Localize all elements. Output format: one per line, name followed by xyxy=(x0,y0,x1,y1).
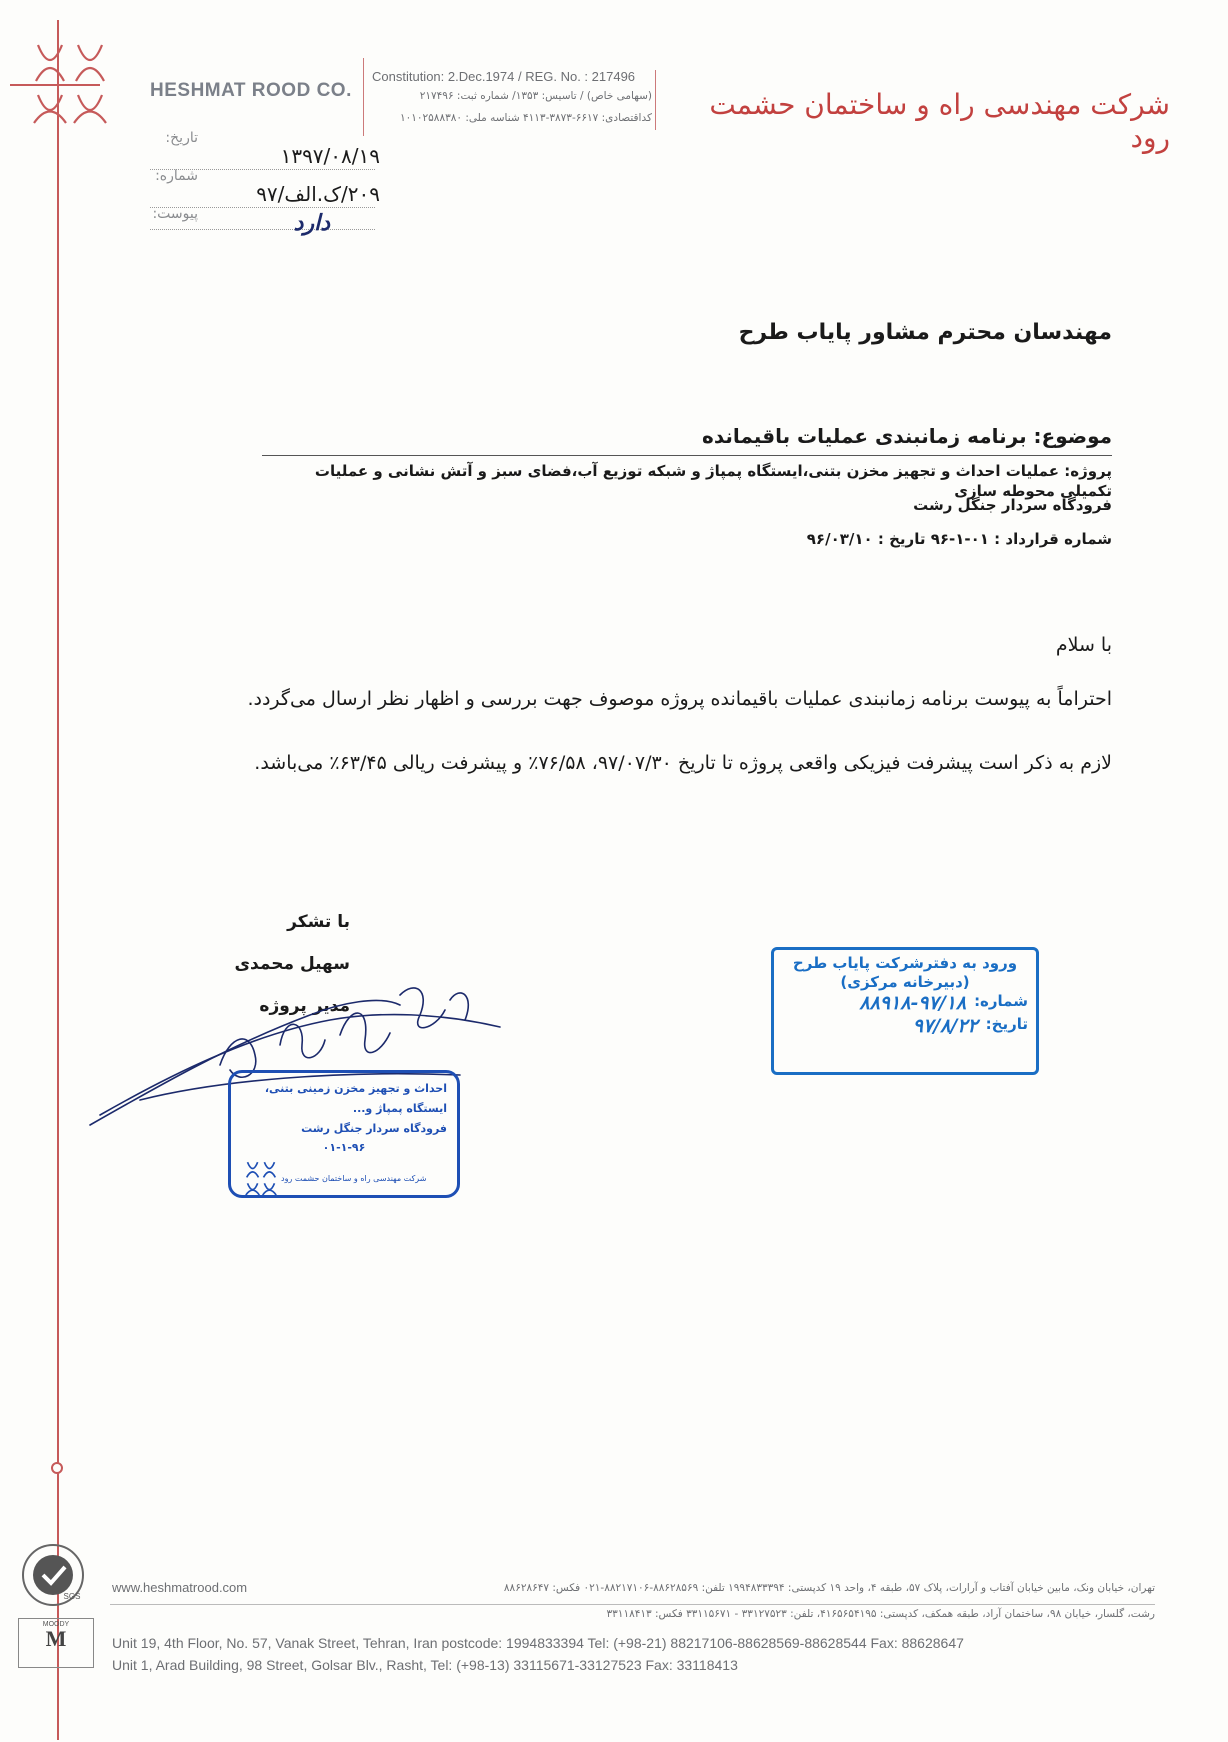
company-stamp xyxy=(228,1070,460,1198)
registration-fa-1: (سهامی خاص) / تاسیس: ۱۳۵۳/ شماره ثبت: ۲۱۷۴۹۶ xyxy=(419,90,652,102)
receipt-stamp xyxy=(771,947,1039,1075)
subject-line: موضوع: برنامه زمانبندی عملیات باقیمانده xyxy=(702,424,1112,448)
footer-website: www.heshmatrood.com xyxy=(112,1580,248,1595)
company-logo-icon xyxy=(30,35,110,130)
project-line-2: فرودگاه سردار جنگل رشت xyxy=(913,496,1112,514)
date-label: تاریخ: xyxy=(165,130,198,146)
footer-tehran-en: Unit 19, 4th Floor, No. 57, Vanak Street, Tehran, Iran postcode: 1994833394 Tel: (+98-21) 88217106-88628569-88628544 Fax: 88628647 xyxy=(112,1635,964,1651)
receipt-number-label: شماره: xyxy=(974,991,1028,1010)
footer-rasht-en: Unit 1, Arad Building, 98 Street, Golsar Blv., Rasht, Tel: (+98-13) 33115671-33127523 Fax: 33118413 xyxy=(112,1657,738,1673)
receipt-date-value: ۹۷/۸/۲۲ xyxy=(912,1015,978,1038)
receipt-date-label: تاریخ: xyxy=(985,1015,1028,1034)
footer-rasht-fa: رشت، گلسار، خیابان ۹۸، ساختمان آراد، طبقه همکف، کدپستی: ۴۱۶۵۶۵۴۱۹۵، تلفن: ۳۳۱۲۷۵۲۳ - ۳۳۱۱۵۶۷۱ فکس: ۳۳۱۱۸۴۱۳ xyxy=(606,1608,1155,1620)
receipt-stamp-line-1: ورود به دفترشرکت پایاب طرح xyxy=(792,954,1018,972)
header-divider xyxy=(363,58,364,136)
receipt-stamp-line-2: (دبیرخانه مرکزی) xyxy=(840,972,970,991)
number-value: ۲۰۹/ک.الف/۹۷ xyxy=(256,182,380,206)
company-stamp-logo-icon xyxy=(241,1158,281,1198)
company-name-fa: شرکت مهندسی راه و ساختمان حشمت رود xyxy=(709,88,1170,154)
company-stamp-line-4: شرکت مهندسی راه و ساختمان حشمت رود xyxy=(281,1173,427,1183)
subject-underline xyxy=(262,455,1112,456)
number-label: شماره: xyxy=(155,168,198,184)
attachment-value: دارد xyxy=(293,210,330,236)
margin-rule-end xyxy=(51,1462,63,1474)
greeting: با سلام xyxy=(1055,634,1112,656)
registration-fa-2: کداقتصادی: ۶۶۱۷-۳۸۷۳-۴۱۱۳ شناسه ملی: ۱۰۱۰۲۵۸۸۳۸۰ xyxy=(399,112,652,124)
sgs-badge-label: SGS xyxy=(63,1592,81,1601)
company-name-en: HESHMAT ROOD CO. xyxy=(150,80,352,101)
company-stamp-line-3: ۰۱-۱-۹۶ xyxy=(322,1141,366,1155)
signer-title: مدیر پروژه xyxy=(259,996,350,1016)
margin-rule xyxy=(57,20,59,1740)
receipt-number-value: ۸۸۹۱۸-۹۷/۱۸ xyxy=(859,991,967,1014)
footer-divider xyxy=(110,1604,1155,1605)
company-stamp-line-2: فرودگاه سردار جنگل رشت xyxy=(301,1121,447,1135)
closing: با تشکر xyxy=(287,912,350,932)
attachment-label: پیوست: xyxy=(152,206,198,222)
paragraph-1: احتراماً به پیوست برنامه زمانبندی عملیات باقیمانده پروژه موصوف جهت بررسی و اظهار نظر ارسال می‌گردد. xyxy=(247,688,1112,710)
project-line-1: پروژه: عملیات احداث و تجهیز مخزن بتنی،ایستگاه پمپاژ و شبکه توزیع آب،فضای سبز و آتش نشانی و عملیات تکمیلی محوطه سازی xyxy=(314,462,1112,500)
contract-line: شماره قرارداد : ۰۱-۱-۹۶ تاریخ : ۹۶/۰۳/۱۰ xyxy=(806,530,1112,548)
registration-en: Constitution: 2.Dec.1974 / REG. No. : 217496 xyxy=(372,69,636,84)
salutation: مهندسان محترم مشاور پایاب طرح xyxy=(738,320,1112,345)
header-divider-2 xyxy=(655,70,656,130)
date-value: ۱۳۹۷/۰۸/۱۹ xyxy=(280,144,380,168)
moody-badge-label: MOODY xyxy=(42,1621,70,1628)
company-stamp-line-1: احداث و تجهیز مخزن زمینی بتنی، ایستگاه پمپاژ و... xyxy=(264,1082,447,1115)
signer-name: سهیل محمدی xyxy=(234,954,350,974)
moody-certification-icon: MOODY M xyxy=(18,1618,94,1668)
footer-tehran-fa: تهران، خیابان ونک، مابین خیابان آفتاب و آرارات، پلاک ۵۷، طبقه ۴، واحد ۱۹ کدپستی: ۱۹۹۴۸۳۳۳۹۴ تلفن: ۸۸۶۲۸۵۶۹-۸۸۲۱۷۱۰۶-۰۲۱ فکس: ۸۸۶۲۸۶۴۷ xyxy=(503,1582,1155,1594)
paragraph-2: لازم به ذکر است پیشرفت فیزیکی واقعی پروژه تا تاریخ ۹۷/۰۷/۳۰، ۷۶/۵۸٪ و پیشرفت ریالی ۶۳/۴۵٪ می‌باشد. xyxy=(254,752,1112,774)
